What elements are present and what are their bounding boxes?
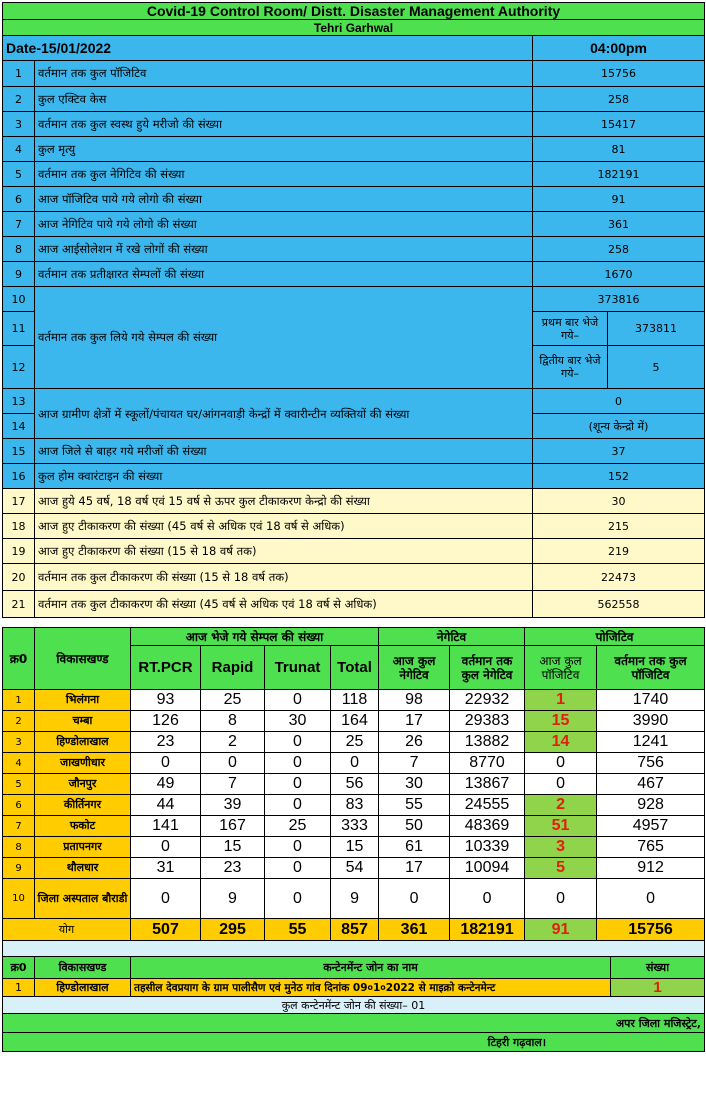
block-name: जाखणीधार: [35, 753, 131, 774]
cell-neg-cum: 13882: [450, 732, 525, 753]
report-time: 04:00pm: [533, 36, 705, 61]
col-block-header: विकासखण्ड: [35, 628, 131, 690]
col-pos-cum-header: वर्तमान तक कुल पॉजिटिव: [597, 646, 705, 690]
block-sno: 10: [3, 879, 35, 919]
col-negative-header: नेगेटिव: [379, 628, 525, 646]
cell-pos-today: 1: [525, 690, 597, 711]
total-pos-cum: 15756: [597, 919, 705, 941]
block-name: जौनपुर: [35, 774, 131, 795]
row-number: 9: [3, 262, 35, 287]
row-number: 13: [3, 389, 35, 414]
row-value: 15417: [533, 112, 705, 137]
row-number: 8: [3, 237, 35, 262]
row-number: 12: [3, 346, 35, 389]
summary-row: [3, 87, 705, 112]
col-neg-today-header: आज कुल नेगेटिव: [379, 646, 450, 690]
col-trunat-header: Trunat: [265, 646, 331, 690]
cell-total: 54: [331, 858, 379, 879]
block-sno: 8: [3, 837, 35, 858]
total-neg-cum: 182191: [450, 919, 525, 941]
cell-trunat: 0: [265, 690, 331, 711]
vaccination-row: [3, 591, 705, 618]
block-sno: 6: [3, 795, 35, 816]
row-value: 152: [533, 464, 705, 489]
signature-line1: अपर जिला मजिस्ट्रेट,: [3, 1014, 705, 1033]
cell-rtpcr: 141: [131, 816, 201, 837]
cell-trunat: 0: [265, 837, 331, 858]
row-number: 2: [3, 87, 35, 112]
cell-neg-today: 26: [379, 732, 450, 753]
block-name: कीर्तिनगर: [35, 795, 131, 816]
cell-pos-cum: 4957: [597, 816, 705, 837]
row-value: 562558: [533, 591, 705, 618]
cell-rtpcr: 0: [131, 879, 201, 919]
cell-neg-today: 98: [379, 690, 450, 711]
block-name: थौलधार: [35, 858, 131, 879]
cell-neg-today: 17: [379, 858, 450, 879]
table-row: [3, 711, 705, 732]
samples-label: वर्तमान तक कुल लिये गये सेम्पल की संख्या: [35, 287, 533, 389]
summary-row: [3, 162, 705, 187]
first-sample-label: प्रथम बार भेजे गये–: [533, 312, 608, 346]
cell-neg-today: 50: [379, 816, 450, 837]
cell-neg-today: 17: [379, 711, 450, 732]
row-value: 37: [533, 439, 705, 464]
cz-zone-header: कन्टेनमेंन्ट जोन का नाम: [131, 957, 611, 979]
row-label: कुल एक्टिव केस: [35, 87, 533, 112]
summary-row: [3, 262, 705, 287]
row-label: कुल मृत्यु: [35, 137, 533, 162]
row-number: 19: [3, 539, 35, 564]
report-date: Date-15/01/2022: [3, 36, 533, 61]
row-label: वर्तमान तक कुल नेगिटिव की संख्या: [35, 162, 533, 187]
cell-neg-cum: 22932: [450, 690, 525, 711]
cell-pos-cum: 1740: [597, 690, 705, 711]
second-sample-value: 5: [608, 346, 705, 389]
row-value: 258: [533, 237, 705, 262]
cell-trunat: 0: [265, 753, 331, 774]
cell-pos-today: 14: [525, 732, 597, 753]
cell-neg-cum: 10339: [450, 837, 525, 858]
cell-total: 56: [331, 774, 379, 795]
total-pos-today: 91: [525, 919, 597, 941]
cell-rapid: 2: [201, 732, 265, 753]
table-row: [3, 816, 705, 837]
cell-rtpcr: 44: [131, 795, 201, 816]
cell-rtpcr: 0: [131, 837, 201, 858]
table-row: [3, 795, 705, 816]
cell-pos-today: 15: [525, 711, 597, 732]
second-sample-label: द्वितीय बार भेजे गये–: [533, 346, 608, 389]
row-number: 1: [3, 61, 35, 87]
col-samples-header: आज भेजे गये सेम्पल की संख्या: [131, 628, 379, 646]
row-value: 81: [533, 137, 705, 162]
row-value: 15756: [533, 61, 705, 87]
cell-trunat: 25: [265, 816, 331, 837]
cell-pos-today: 2: [525, 795, 597, 816]
cell-neg-cum: 24555: [450, 795, 525, 816]
cell-rtpcr: 126: [131, 711, 201, 732]
cell-total: 333: [331, 816, 379, 837]
cell-pos-cum: 756: [597, 753, 705, 774]
cell-trunat: 0: [265, 879, 331, 919]
cell-trunat: 30: [265, 711, 331, 732]
table-row: [3, 879, 705, 919]
row-label: वर्तमान तक कुल स्वस्थ हुये मरीजो की संख्या: [35, 112, 533, 137]
cell-rtpcr: 31: [131, 858, 201, 879]
row-label: वर्तमान तक कुल टीकाकरण की संख्या (45 वर्ष से अधिक एवं 18 वर्ष से अधिक): [35, 591, 533, 618]
row-label: आज जिले से बाहर गये मरीजों की संख्या: [35, 439, 533, 464]
cell-pos-today: 5: [525, 858, 597, 879]
cell-neg-today: 61: [379, 837, 450, 858]
cell-total: 25: [331, 732, 379, 753]
row-number: 5: [3, 162, 35, 187]
summary-table: [2, 2, 705, 628]
cell-rapid: 8: [201, 711, 265, 732]
cell-total: 0: [331, 753, 379, 774]
total-total: 857: [331, 919, 379, 941]
cell-trunat: 0: [265, 858, 331, 879]
summary-row: [3, 112, 705, 137]
row-value: 215: [533, 514, 705, 539]
totals-row: [3, 919, 705, 941]
containment-table: [2, 956, 705, 1052]
cell-pos-cum: 3990: [597, 711, 705, 732]
cell-neg-cum: 13867: [450, 774, 525, 795]
cell-total: 118: [331, 690, 379, 711]
cell-rapid: 9: [201, 879, 265, 919]
row-number: 20: [3, 564, 35, 591]
cell-neg-cum: 48369: [450, 816, 525, 837]
cell-rapid: 0: [201, 753, 265, 774]
cell-neg-cum: 29383: [450, 711, 525, 732]
cell-pos-cum: 928: [597, 795, 705, 816]
total-rtpcr: 507: [131, 919, 201, 941]
block-sno: 4: [3, 753, 35, 774]
summary-row: [3, 237, 705, 262]
row-label: आज हुये 45 वर्ष, 18 वर्ष एवं 15 वर्ष से ऊपर कुल टीकाकरण केन्द्रो की संख्या: [35, 489, 533, 514]
row-label: वर्तमान तक प्रतीक्षारत सेम्पलों की संख्या: [35, 262, 533, 287]
cell-rapid: 7: [201, 774, 265, 795]
row-number: 11: [3, 312, 35, 346]
row-label: आज हुए टीकाकरण की संख्या (45 वर्ष से अधिक एवं 18 वर्ष से अधिक): [35, 514, 533, 539]
block-name: जिला अस्पताल बौराडी: [35, 879, 131, 919]
row-number: 18: [3, 514, 35, 539]
total-rapid: 295: [201, 919, 265, 941]
row-number: 14: [3, 414, 35, 439]
cell-pos-today: 0: [525, 774, 597, 795]
row-number: 17: [3, 489, 35, 514]
cell-neg-today: 55: [379, 795, 450, 816]
block-sno: 3: [3, 732, 35, 753]
block-name: फकोट: [35, 816, 131, 837]
row-value: 91: [533, 187, 705, 212]
row-value: 258: [533, 87, 705, 112]
row-label: वर्तमान तक कुल पॉजिटिव: [35, 61, 533, 87]
vaccination-row: [3, 564, 705, 591]
row-value: 30: [533, 489, 705, 514]
summary-row: [3, 212, 705, 237]
cz-total-text: कुल कन्टेनमेंन्ट जोन की संख्या– 01: [3, 997, 705, 1014]
cell-neg-cum: 10094: [450, 858, 525, 879]
cell-rtpcr: 23: [131, 732, 201, 753]
table-row: [3, 753, 705, 774]
row-number: 10: [3, 287, 35, 312]
col-neg-cum-header: वर्तमान तक कुल नेगेटिव: [450, 646, 525, 690]
cell-neg-cum: 0: [450, 879, 525, 919]
summary-row: [3, 137, 705, 162]
cell-neg-today: 0: [379, 879, 450, 919]
cell-trunat: 0: [265, 732, 331, 753]
block-sno: 1: [3, 690, 35, 711]
summary-row: [3, 439, 705, 464]
cell-total: 83: [331, 795, 379, 816]
col-rapid-header: Rapid: [201, 646, 265, 690]
row-label: वर्तमान तक कुल टीकाकरण की संख्या (15 से 18 वर्ष तक): [35, 564, 533, 591]
row-number: 4: [3, 137, 35, 162]
cz-block-header: विकासखण्ड: [35, 957, 131, 979]
block-table: [2, 627, 705, 957]
vaccination-row: [3, 489, 705, 514]
row-label: आज आईसोलेशन में रखे लोगों की संख्या: [35, 237, 533, 262]
row-label: आज नेगिटिव पाये गये लोगो की संख्या: [35, 212, 533, 237]
cell-pos-today: 51: [525, 816, 597, 837]
vaccination-row: [3, 514, 705, 539]
block-sno: 9: [3, 858, 35, 879]
row-number: 15: [3, 439, 35, 464]
block-sno: 7: [3, 816, 35, 837]
report-title: Covid-19 Control Room/ Distt. Disaster Management Authority: [3, 3, 705, 20]
cell-rapid: 15: [201, 837, 265, 858]
total-trunat: 55: [265, 919, 331, 941]
block-name: चम्बा: [35, 711, 131, 732]
district-name: Tehri Garhwal: [3, 20, 705, 36]
block-sno: 5: [3, 774, 35, 795]
summary-row: [3, 464, 705, 489]
samples-total: 373816: [533, 287, 705, 312]
summary-row: [3, 187, 705, 212]
quarantine-value: 0: [533, 389, 705, 414]
cell-pos-cum: 1241: [597, 732, 705, 753]
cz-row-zone: तहसील देवप्रयाग के ग्राम पालीसैण एवं मुनेठ गांव दिनांक 09०1०2022 से माइक्रो कन्टेनमेन्ट: [131, 979, 611, 997]
cell-rtpcr: 0: [131, 753, 201, 774]
cz-row-count: 1: [611, 979, 705, 997]
row-number: 21: [3, 591, 35, 618]
cz-count-header: संख्या: [611, 957, 705, 979]
row-number: 3: [3, 112, 35, 137]
table-row: [3, 837, 705, 858]
cell-rtpcr: 49: [131, 774, 201, 795]
cell-trunat: 0: [265, 795, 331, 816]
row-label: आज पॉजिटिव पाये गये लोगो की संख्या: [35, 187, 533, 212]
row-label: आज हुए टीकाकरण की संख्या (15 से 18 वर्ष तक): [35, 539, 533, 564]
table-row: [3, 774, 705, 795]
cell-pos-cum: 765: [597, 837, 705, 858]
block-sno: 2: [3, 711, 35, 732]
row-value: 1670: [533, 262, 705, 287]
signature-line2: टिहरी गढ़वाल।: [3, 1033, 705, 1052]
cell-pos-today: 0: [525, 879, 597, 919]
cell-total: 9: [331, 879, 379, 919]
col-sno-header: क्र0: [3, 628, 35, 690]
table-row: [3, 690, 705, 711]
col-pos-today-header: आज कुल पॉजिटिव: [525, 646, 597, 690]
totals-label: योग: [3, 919, 131, 941]
cell-pos-today: 0: [525, 753, 597, 774]
cell-rapid: 167: [201, 816, 265, 837]
row-number: 6: [3, 187, 35, 212]
first-sample-value: 373811: [608, 312, 705, 346]
row-value: 22473: [533, 564, 705, 591]
row-value: 219: [533, 539, 705, 564]
cell-rapid: 23: [201, 858, 265, 879]
cell-trunat: 0: [265, 774, 331, 795]
cell-neg-today: 7: [379, 753, 450, 774]
cell-rapid: 25: [201, 690, 265, 711]
cz-row-block: हिण्डोलाखाल: [35, 979, 131, 997]
vaccination-row: [3, 539, 705, 564]
col-total-header: Total: [331, 646, 379, 690]
cell-total: 164: [331, 711, 379, 732]
cz-row-no: 1: [3, 979, 35, 997]
row-label: कुल होम क्वारंटाइन की संख्या: [35, 464, 533, 489]
row-value: 361: [533, 212, 705, 237]
cell-neg-today: 30: [379, 774, 450, 795]
table-row: [3, 732, 705, 753]
table-row: [3, 858, 705, 879]
col-positive-header: पोजिटिव: [525, 628, 705, 646]
total-neg-today: 361: [379, 919, 450, 941]
quarantine-note: (शून्य केन्द्रो में): [533, 414, 705, 439]
cz-sno-header: क्र0: [3, 957, 35, 979]
col-rtpcr-header: RT.PCR: [131, 646, 201, 690]
cell-rtpcr: 93: [131, 690, 201, 711]
cell-pos-cum: 0: [597, 879, 705, 919]
summary-row: [3, 61, 705, 87]
cell-pos-today: 3: [525, 837, 597, 858]
block-name: प्रतापनगर: [35, 837, 131, 858]
quarantine-label: आज ग्रामीण क्षेत्रों में स्कूलों/पंचायत घर/आंगनवाड़ी केन्द्रों में क्वारीन्टीन व्यक्तियों की संख्या: [35, 389, 533, 439]
cell-pos-cum: 467: [597, 774, 705, 795]
row-number: 7: [3, 212, 35, 237]
cell-pos-cum: 912: [597, 858, 705, 879]
block-name: हिण्डोलाखाल: [35, 732, 131, 753]
row-value: 182191: [533, 162, 705, 187]
block-name: भिलंगना: [35, 690, 131, 711]
cell-neg-cum: 8770: [450, 753, 525, 774]
cell-rapid: 39: [201, 795, 265, 816]
cell-total: 15: [331, 837, 379, 858]
row-number: 16: [3, 464, 35, 489]
